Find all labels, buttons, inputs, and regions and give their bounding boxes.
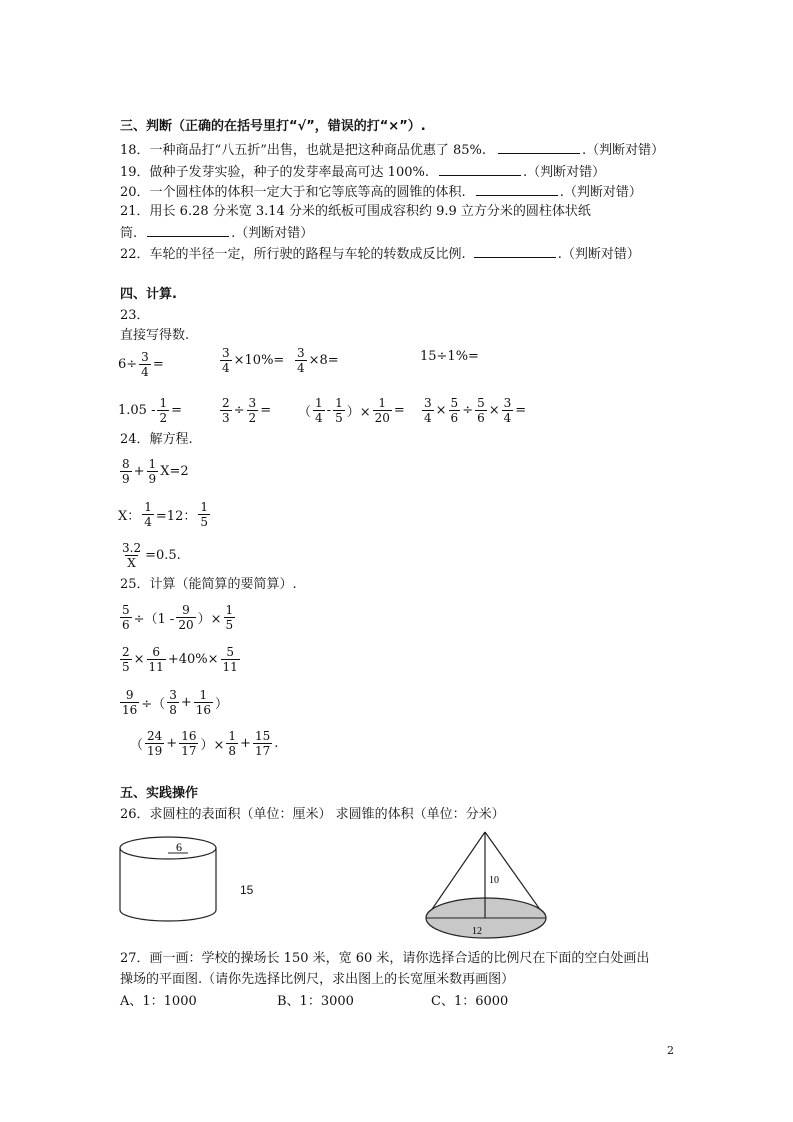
expression-2: $\frac{2}{5}$ × $\frac{6}{11}$ +40%× $\frac{5}{11}$ xyxy=(122,644,238,674)
calc-item-5: 1.05 - $\frac{1}{2}$ = xyxy=(118,395,183,425)
cone-figure xyxy=(420,828,555,948)
calc-item-2: $\frac{3}{4}$ ×10%= xyxy=(222,345,285,375)
page-number: 2 xyxy=(667,1044,674,1057)
option-a[interactable]: A、1：1000 xyxy=(120,994,197,1009)
expression-3: $\frac{9}{16}$ ÷（ $\frac{3}{8}$ + $\frac{1}{16}$ ） xyxy=(122,687,229,717)
option-b[interactable]: B、1：3000 xyxy=(277,994,354,1009)
expression-1: $\frac{5}{6}$ ÷（1 - $\frac{9}{20}$ ）× $\frac{1}{5}$ xyxy=(122,602,234,632)
question-23-desc: 直接写得数. xyxy=(120,328,190,343)
expression-4: （ $\frac{24}{19}$ + $\frac{16}{17}$ ）× $\frac{1}{8}$ + $\frac{15}{17}$ . xyxy=(130,728,279,758)
calc-item-1: 6÷ $\frac{3}{4}$ = xyxy=(118,349,164,379)
question-26: 26．求圆柱的表面积（单位：厘米） 求圆锥的体积（单位：分米） xyxy=(120,807,505,822)
equation-2: X： $\frac{1}{4}$ =12： $\frac{1}{5}$ xyxy=(118,499,208,529)
question-27-line1: 27．画一画：学校的操场长 150 米，宽 60 米，请你选择合适的比例尺在下面的空白处画出 xyxy=(120,951,650,966)
option-c[interactable]: C、1：6000 xyxy=(431,994,509,1009)
section3-title: 三、判断（正确的在括号里打“√”，错误的打“×”）. xyxy=(120,119,426,134)
question-18: 18．一种商品打“八五折”出售，也就是把这种商品优惠了 85%. .（判断对错） xyxy=(120,143,665,158)
question-21-line2: 筒. .（判断对错） xyxy=(120,226,314,241)
cylinder-height-label: 15 xyxy=(240,883,254,897)
question-24: 24．解方程. xyxy=(120,432,193,447)
calc-item-8: $\frac{3}{4}$ × $\frac{5}{6}$ ÷ $\frac{5}{6}$ × $\frac{3}{4}$ = xyxy=(424,395,527,425)
cone-diameter-label: 12 xyxy=(472,926,482,937)
answer-blank-21[interactable] xyxy=(147,224,229,237)
question-27-line2: 操场的平面图.（请你先选择比例尺，求出图上的长宽厘米数再画图） xyxy=(120,972,515,987)
equation-1: $\frac{8}{9}$ + $\frac{1}{9}$ X=2 xyxy=(122,456,189,486)
question-23: 23． xyxy=(120,308,150,323)
answer-blank-22[interactable] xyxy=(474,245,556,258)
section4-title: 四、计算. xyxy=(120,287,177,302)
cone-height-label: 10 xyxy=(489,875,499,886)
question-19: 19．做种子发芽实验，种子的发芽率最高可达 100%. .（判断对错） xyxy=(120,165,606,180)
question-20: 20．一个圆柱体的体积一定大于和它等底等高的圆锥的体积. .（判断对错） xyxy=(120,185,642,200)
question-25: 25．计算（能简算的要简算）. xyxy=(120,577,297,592)
answer-blank-18[interactable] xyxy=(498,141,580,154)
calc-item-7: （ $\frac{1}{4}$ - $\frac{1}{5}$ ）× $\frac{1}{20}$ = xyxy=(298,395,405,425)
equation-3: $\frac{3.2}{X}$ =0.5. xyxy=(122,540,181,570)
calc-item-4: 15÷1%= xyxy=(420,348,479,364)
answer-blank-20[interactable] xyxy=(476,183,558,196)
question-21-line1: 21．用长 6.28 分米宽 3.14 分米的纸板可围成容积约 9.9 立方分米的圆柱体状纸 xyxy=(120,204,591,219)
calc-item-6: $\frac{2}{3}$ ÷ $\frac{3}{2}$ = xyxy=(222,395,272,425)
calc-item-3: $\frac{3}{4}$ ×8= xyxy=(297,345,339,375)
section5-title: 五、实践操作 xyxy=(120,786,199,801)
question-22: 22．车轮的半径一定，所行驶的路程与车轮的转数成反比例. .（判断对错） xyxy=(120,247,640,262)
answer-blank-19[interactable] xyxy=(439,163,521,176)
cylinder-diameter-label: 6 xyxy=(176,840,182,854)
